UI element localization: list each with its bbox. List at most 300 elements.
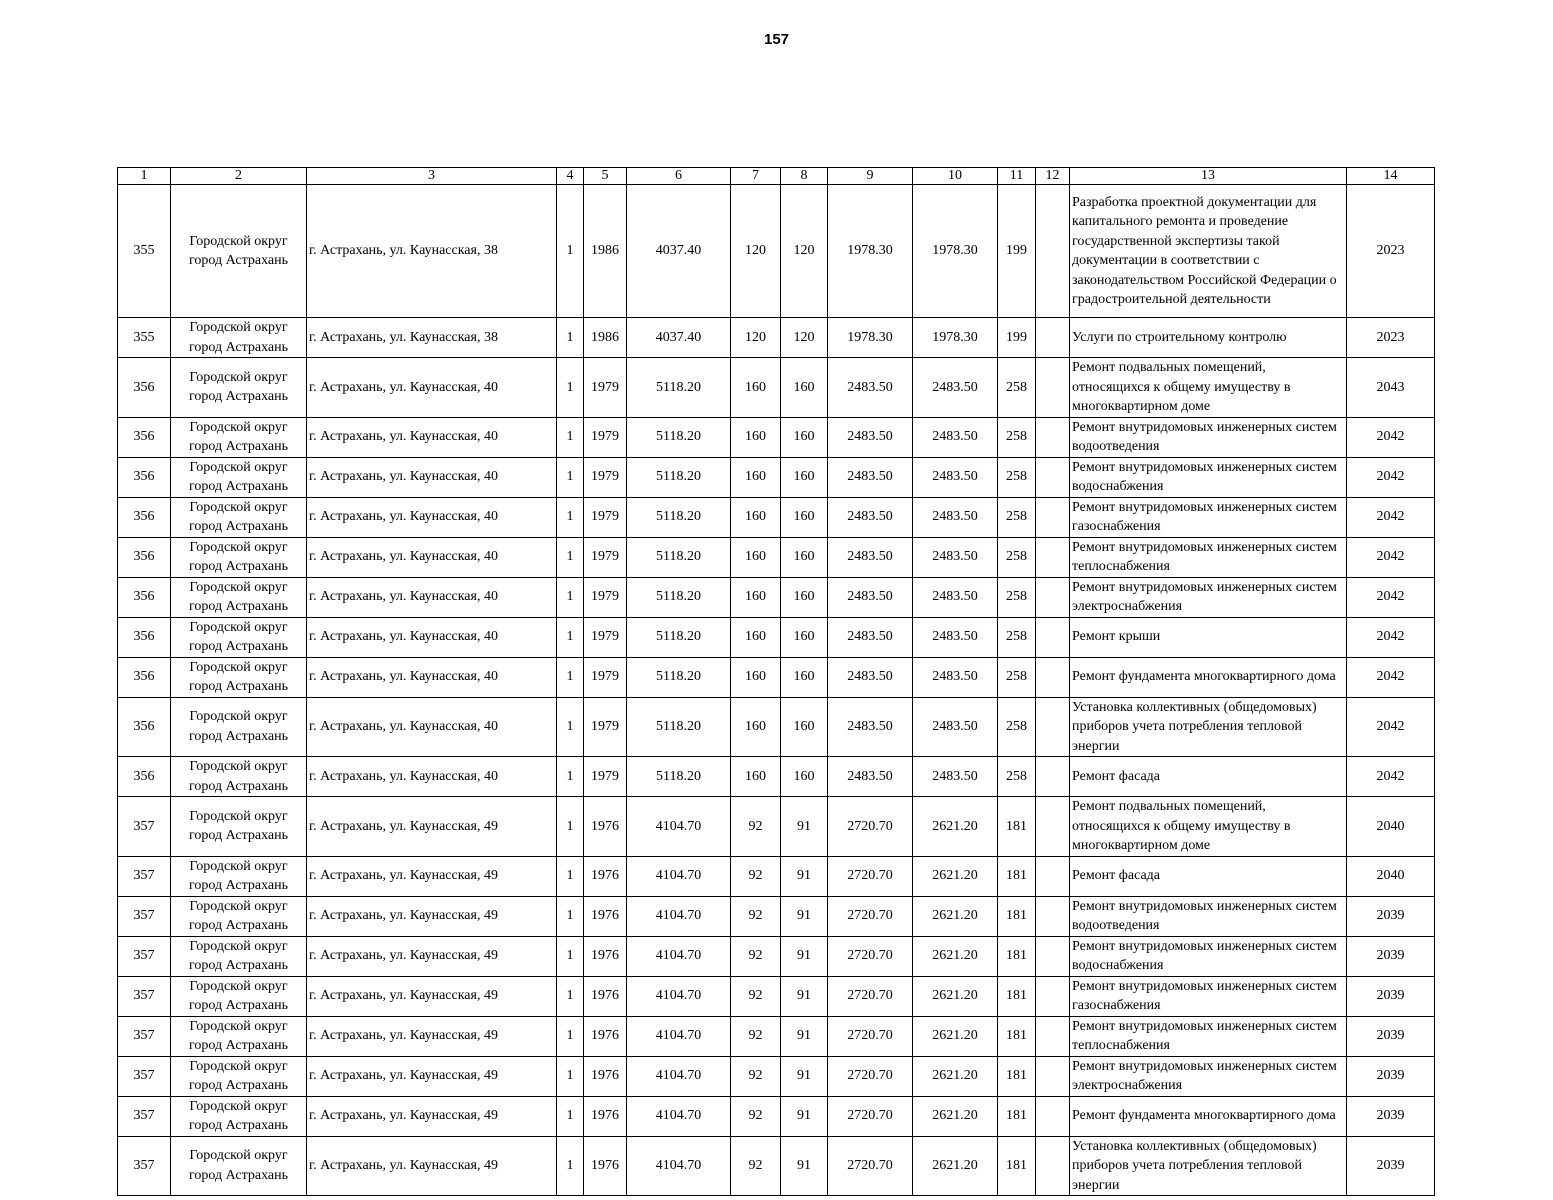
row-number: 357	[118, 797, 171, 857]
col11-cell: 181	[998, 976, 1036, 1016]
col11-cell: 258	[998, 417, 1036, 457]
work-type-cell: Ремонт внутридомовых инженерных систем электроснабжения	[1070, 577, 1347, 617]
col4-cell: 1	[557, 457, 584, 497]
table-body	[118, 185, 1435, 1196]
address-cell: г. Астрахань, ул. Каунасская, 49	[307, 1016, 557, 1056]
plan-year-cell: 2039	[1347, 1136, 1435, 1196]
col9-cell: 2483.50	[828, 417, 913, 457]
municipality-cell: Городской округ город Астрахань	[171, 577, 307, 617]
total-area-cell: 4104.70	[627, 1096, 731, 1136]
col7-cell: 160	[731, 657, 781, 697]
col11-cell: 181	[998, 797, 1036, 857]
address-cell: г. Астрахань, ул. Каунасская, 40	[307, 537, 557, 577]
col4-cell: 1	[557, 976, 584, 1016]
col12-cell	[1036, 1056, 1070, 1096]
build-year-cell: 1976	[584, 936, 627, 976]
col9-cell: 2483.50	[828, 537, 913, 577]
col7-cell: 160	[731, 757, 781, 797]
build-year-cell: 1979	[584, 697, 627, 757]
build-year-cell: 1986	[584, 185, 627, 318]
row-number: 356	[118, 617, 171, 657]
address-cell: г. Астрахань, ул. Каунасская, 38	[307, 185, 557, 318]
col4-cell: 1	[557, 417, 584, 457]
col4-cell: 1	[557, 617, 584, 657]
col4-cell: 1	[557, 1016, 584, 1056]
address-cell: г. Астрахань, ул. Каунасская, 40	[307, 358, 557, 418]
total-area-cell: 5118.20	[627, 358, 731, 418]
work-type-cell: Установка коллективных (общедомовых) приборов учета потребления тепловой энергии	[1070, 697, 1347, 757]
col-header: 4	[557, 168, 584, 185]
plan-year-cell: 2042	[1347, 457, 1435, 497]
col-header: 10	[913, 168, 998, 185]
table-row	[118, 577, 1435, 617]
build-year-cell: 1979	[584, 537, 627, 577]
plan-year-cell: 2042	[1347, 757, 1435, 797]
table-row	[118, 856, 1435, 896]
col9-cell: 2720.70	[828, 976, 913, 1016]
row-number: 356	[118, 417, 171, 457]
col10-cell: 2621.20	[913, 1056, 998, 1096]
col9-cell: 2483.50	[828, 457, 913, 497]
col12-cell	[1036, 497, 1070, 537]
col12-cell	[1036, 537, 1070, 577]
build-year-cell: 1976	[584, 856, 627, 896]
row-number: 357	[118, 1016, 171, 1056]
col-header: 13	[1070, 168, 1347, 185]
build-year-cell: 1976	[584, 1136, 627, 1196]
address-cell: г. Астрахань, ул. Каунасская, 40	[307, 417, 557, 457]
table-row	[118, 318, 1435, 358]
table-row	[118, 757, 1435, 797]
table-row	[118, 497, 1435, 537]
address-cell: г. Астрахань, ул. Каунасская, 49	[307, 1096, 557, 1136]
col4-cell: 1	[557, 657, 584, 697]
total-area-cell: 5118.20	[627, 457, 731, 497]
row-number: 356	[118, 757, 171, 797]
row-number: 356	[118, 537, 171, 577]
col12-cell	[1036, 318, 1070, 358]
build-year-cell: 1976	[584, 797, 627, 857]
table-row	[118, 1056, 1435, 1096]
plan-year-cell: 2040	[1347, 856, 1435, 896]
col11-cell: 258	[998, 358, 1036, 418]
col7-cell: 160	[731, 617, 781, 657]
col12-cell	[1036, 976, 1070, 1016]
col8-cell: 160	[781, 537, 828, 577]
col7-cell: 160	[731, 457, 781, 497]
col11-cell: 199	[998, 318, 1036, 358]
table-row	[118, 1136, 1435, 1196]
col8-cell: 91	[781, 976, 828, 1016]
col9-cell: 2720.70	[828, 797, 913, 857]
col9-cell: 2720.70	[828, 1096, 913, 1136]
col10-cell: 2621.20	[913, 936, 998, 976]
col4-cell: 1	[557, 1096, 584, 1136]
total-area-cell: 5118.20	[627, 577, 731, 617]
col9-cell: 1978.30	[828, 185, 913, 318]
total-area-cell: 5118.20	[627, 537, 731, 577]
total-area-cell: 5118.20	[627, 417, 731, 457]
col-header: 6	[627, 168, 731, 185]
municipality-cell: Городской округ город Астрахань	[171, 185, 307, 318]
col7-cell: 160	[731, 537, 781, 577]
col-header: 11	[998, 168, 1036, 185]
col8-cell: 160	[781, 697, 828, 757]
col4-cell: 1	[557, 537, 584, 577]
address-cell: г. Астрахань, ул. Каунасская, 40	[307, 497, 557, 537]
address-cell: г. Астрахань, ул. Каунасская, 40	[307, 457, 557, 497]
col4-cell: 1	[557, 577, 584, 617]
col8-cell: 160	[781, 457, 828, 497]
col12-cell	[1036, 657, 1070, 697]
build-year-cell: 1979	[584, 457, 627, 497]
col8-cell: 160	[781, 497, 828, 537]
col10-cell: 2483.50	[913, 497, 998, 537]
col7-cell: 92	[731, 936, 781, 976]
col11-cell: 258	[998, 497, 1036, 537]
col-header: 2	[171, 168, 307, 185]
col9-cell: 2720.70	[828, 1056, 913, 1096]
col8-cell: 160	[781, 358, 828, 418]
col7-cell: 160	[731, 417, 781, 457]
plan-year-cell: 2040	[1347, 797, 1435, 857]
address-cell: г. Астрахань, ул. Каунасская, 40	[307, 757, 557, 797]
total-area-cell: 4104.70	[627, 1016, 731, 1056]
col12-cell	[1036, 757, 1070, 797]
col-header: 3	[307, 168, 557, 185]
row-number: 357	[118, 1136, 171, 1196]
col4-cell: 1	[557, 318, 584, 358]
col9-cell: 2720.70	[828, 936, 913, 976]
table-row	[118, 185, 1435, 318]
col11-cell: 258	[998, 657, 1036, 697]
col11-cell: 199	[998, 185, 1036, 318]
build-year-cell: 1976	[584, 1056, 627, 1096]
work-type-cell: Ремонт внутридомовых инженерных систем электроснабжения	[1070, 1056, 1347, 1096]
work-type-cell: Ремонт внутридомовых инженерных систем газоснабжения	[1070, 976, 1347, 1016]
address-cell: г. Астрахань, ул. Каунасская, 49	[307, 1136, 557, 1196]
col4-cell: 1	[557, 896, 584, 936]
plan-year-cell: 2039	[1347, 1056, 1435, 1096]
municipality-cell: Городской округ город Астрахань	[171, 697, 307, 757]
table-row	[118, 358, 1435, 418]
work-type-cell: Ремонт внутридомовых инженерных систем водоснабжения	[1070, 457, 1347, 497]
row-number: 357	[118, 936, 171, 976]
municipality-cell: Городской округ город Астрахань	[171, 318, 307, 358]
col-header: 14	[1347, 168, 1435, 185]
col9-cell: 2720.70	[828, 1136, 913, 1196]
col4-cell: 1	[557, 856, 584, 896]
total-area-cell: 5118.20	[627, 657, 731, 697]
col9-cell: 1978.30	[828, 318, 913, 358]
col10-cell: 2621.20	[913, 896, 998, 936]
col11-cell: 258	[998, 577, 1036, 617]
col9-cell: 2483.50	[828, 657, 913, 697]
work-type-cell: Ремонт внутридомовых инженерных систем водоотведения	[1070, 896, 1347, 936]
build-year-cell: 1979	[584, 617, 627, 657]
col12-cell	[1036, 896, 1070, 936]
table-row	[118, 976, 1435, 1016]
col9-cell: 2483.50	[828, 577, 913, 617]
col8-cell: 91	[781, 1056, 828, 1096]
col4-cell: 1	[557, 1056, 584, 1096]
municipality-cell: Городской округ город Астрахань	[171, 537, 307, 577]
build-year-cell: 1979	[584, 577, 627, 617]
table-row	[118, 936, 1435, 976]
build-year-cell: 1976	[584, 976, 627, 1016]
municipality-cell: Городской округ город Астрахань	[171, 757, 307, 797]
col9-cell: 2720.70	[828, 856, 913, 896]
col10-cell: 2483.50	[913, 417, 998, 457]
col12-cell	[1036, 457, 1070, 497]
col12-cell	[1036, 797, 1070, 857]
row-number: 356	[118, 457, 171, 497]
col12-cell	[1036, 185, 1070, 318]
row-number: 355	[118, 318, 171, 358]
municipality-cell: Городской округ город Астрахань	[171, 358, 307, 418]
municipality-cell: Городской округ город Астрахань	[171, 457, 307, 497]
plan-year-cell: 2042	[1347, 697, 1435, 757]
col10-cell: 1978.30	[913, 318, 998, 358]
row-number: 357	[118, 1056, 171, 1096]
plan-year-cell: 2039	[1347, 1016, 1435, 1056]
plan-year-cell: 2039	[1347, 1096, 1435, 1136]
address-cell: г. Астрахань, ул. Каунасская, 49	[307, 797, 557, 857]
build-year-cell: 1976	[584, 1016, 627, 1056]
col7-cell: 120	[731, 318, 781, 358]
total-area-cell: 5118.20	[627, 617, 731, 657]
work-type-cell: Ремонт внутридомовых инженерных систем водоснабжения	[1070, 936, 1347, 976]
plan-year-cell: 2042	[1347, 617, 1435, 657]
address-cell: г. Астрахань, ул. Каунасская, 49	[307, 976, 557, 1016]
total-area-cell: 5118.20	[627, 697, 731, 757]
col10-cell: 2621.20	[913, 856, 998, 896]
col10-cell: 2483.50	[913, 757, 998, 797]
col8-cell: 160	[781, 657, 828, 697]
col11-cell: 181	[998, 1136, 1036, 1196]
col12-cell	[1036, 617, 1070, 657]
col10-cell: 2483.50	[913, 617, 998, 657]
col12-cell	[1036, 358, 1070, 418]
total-area-cell: 4104.70	[627, 1136, 731, 1196]
col7-cell: 120	[731, 185, 781, 318]
col4-cell: 1	[557, 497, 584, 537]
work-type-cell: Ремонт внутридомовых инженерных систем газоснабжения	[1070, 497, 1347, 537]
work-type-cell: Ремонт подвальных помещений, относящихся к общему имуществу в многоквартирном доме	[1070, 358, 1347, 418]
row-number: 356	[118, 657, 171, 697]
col11-cell: 258	[998, 537, 1036, 577]
total-area-cell: 4104.70	[627, 797, 731, 857]
total-area-cell: 5118.20	[627, 497, 731, 537]
municipality-cell: Городской округ город Астрахань	[171, 657, 307, 697]
plan-year-cell: 2042	[1347, 497, 1435, 537]
col9-cell: 2483.50	[828, 497, 913, 537]
col7-cell: 92	[731, 1016, 781, 1056]
plan-year-cell: 2043	[1347, 358, 1435, 418]
col7-cell: 160	[731, 358, 781, 418]
col7-cell: 92	[731, 856, 781, 896]
total-area-cell: 4037.40	[627, 185, 731, 318]
total-area-cell: 4104.70	[627, 936, 731, 976]
col10-cell: 1978.30	[913, 185, 998, 318]
page-number: 157	[763, 31, 790, 48]
address-cell: г. Астрахань, ул. Каунасская, 40	[307, 617, 557, 657]
col11-cell: 258	[998, 617, 1036, 657]
plan-year-cell: 2039	[1347, 896, 1435, 936]
table-row	[118, 537, 1435, 577]
row-number: 357	[118, 976, 171, 1016]
col-header: 9	[828, 168, 913, 185]
table-row	[118, 1016, 1435, 1056]
col9-cell: 2483.50	[828, 358, 913, 418]
col-header: 7	[731, 168, 781, 185]
col7-cell: 92	[731, 1056, 781, 1096]
col8-cell: 160	[781, 577, 828, 617]
col12-cell	[1036, 856, 1070, 896]
row-number: 355	[118, 185, 171, 318]
col12-cell	[1036, 1096, 1070, 1136]
address-cell: г. Астрахань, ул. Каунасская, 49	[307, 896, 557, 936]
municipality-cell: Городской округ город Астрахань	[171, 1016, 307, 1056]
row-number: 356	[118, 358, 171, 418]
row-number: 357	[118, 896, 171, 936]
work-type-cell: Ремонт фасада	[1070, 856, 1347, 896]
col11-cell: 181	[998, 1016, 1036, 1056]
work-type-cell: Ремонт фундамента многоквартирного дома	[1070, 657, 1347, 697]
col9-cell: 2720.70	[828, 896, 913, 936]
build-year-cell: 1986	[584, 318, 627, 358]
col9-cell: 2483.50	[828, 617, 913, 657]
col10-cell: 2483.50	[913, 358, 998, 418]
col10-cell: 2483.50	[913, 457, 998, 497]
col12-cell	[1036, 936, 1070, 976]
col-header: 1	[118, 168, 171, 185]
work-type-cell: Ремонт фундамента многоквартирного дома	[1070, 1096, 1347, 1136]
col4-cell: 1	[557, 1136, 584, 1196]
work-type-cell: Ремонт фасада	[1070, 757, 1347, 797]
col8-cell: 120	[781, 185, 828, 318]
col10-cell: 2621.20	[913, 797, 998, 857]
col10-cell: 2621.20	[913, 1096, 998, 1136]
plan-year-cell: 2042	[1347, 577, 1435, 617]
municipality-cell: Городской округ город Астрахань	[171, 976, 307, 1016]
header-row	[118, 168, 1435, 185]
plan-year-cell: 2042	[1347, 657, 1435, 697]
col11-cell: 258	[998, 757, 1036, 797]
row-number: 357	[118, 1096, 171, 1136]
municipality-cell: Городской округ город Астрахань	[171, 856, 307, 896]
col10-cell: 2483.50	[913, 577, 998, 617]
row-number: 356	[118, 697, 171, 757]
col10-cell: 2483.50	[913, 537, 998, 577]
col12-cell	[1036, 417, 1070, 457]
col7-cell: 92	[731, 1136, 781, 1196]
col12-cell	[1036, 697, 1070, 757]
col11-cell: 181	[998, 936, 1036, 976]
col7-cell: 160	[731, 697, 781, 757]
col4-cell: 1	[557, 185, 584, 318]
table-row	[118, 1096, 1435, 1136]
build-year-cell: 1979	[584, 497, 627, 537]
col4-cell: 1	[557, 697, 584, 757]
municipality-cell: Городской округ город Астрахань	[171, 936, 307, 976]
col11-cell: 181	[998, 1056, 1036, 1096]
col8-cell: 160	[781, 757, 828, 797]
col-header: 12	[1036, 168, 1070, 185]
col7-cell: 92	[731, 976, 781, 1016]
total-area-cell: 4037.40	[627, 318, 731, 358]
capital-repair-table	[117, 167, 1435, 1196]
build-year-cell: 1976	[584, 1096, 627, 1136]
address-cell: г. Астрахань, ул. Каунасская, 38	[307, 318, 557, 358]
row-number: 356	[118, 577, 171, 617]
municipality-cell: Городской округ город Астрахань	[171, 617, 307, 657]
col10-cell: 2483.50	[913, 657, 998, 697]
municipality-cell: Городской округ город Астрахань	[171, 797, 307, 857]
work-type-cell: Ремонт внутридомовых инженерных систем теплоснабжения	[1070, 537, 1347, 577]
total-area-cell: 5118.20	[627, 757, 731, 797]
col8-cell: 91	[781, 896, 828, 936]
table-row	[118, 697, 1435, 757]
col7-cell: 92	[731, 797, 781, 857]
col-header: 8	[781, 168, 828, 185]
col12-cell	[1036, 577, 1070, 617]
col11-cell: 181	[998, 1096, 1036, 1136]
plan-year-cell: 2042	[1347, 537, 1435, 577]
municipality-cell: Городской округ город Астрахань	[171, 896, 307, 936]
plan-year-cell: 2039	[1347, 936, 1435, 976]
table-row	[118, 896, 1435, 936]
col4-cell: 1	[557, 936, 584, 976]
total-area-cell: 4104.70	[627, 976, 731, 1016]
table-row	[118, 797, 1435, 857]
col11-cell: 258	[998, 457, 1036, 497]
work-type-cell: Ремонт внутридомовых инженерных систем водоотведения	[1070, 417, 1347, 457]
col9-cell: 2720.70	[828, 1016, 913, 1056]
col7-cell: 160	[731, 577, 781, 617]
col11-cell: 181	[998, 856, 1036, 896]
col8-cell: 91	[781, 856, 828, 896]
col-header: 5	[584, 168, 627, 185]
work-type-cell: Ремонт внутридомовых инженерных систем теплоснабжения	[1070, 1016, 1347, 1056]
plan-year-cell: 2039	[1347, 976, 1435, 1016]
address-cell: г. Астрахань, ул. Каунасская, 49	[307, 936, 557, 976]
col8-cell: 91	[781, 1136, 828, 1196]
col8-cell: 91	[781, 936, 828, 976]
col4-cell: 1	[557, 358, 584, 418]
col7-cell: 92	[731, 1096, 781, 1136]
address-cell: г. Астрахань, ул. Каунасская, 49	[307, 856, 557, 896]
address-cell: г. Астрахань, ул. Каунасская, 49	[307, 1056, 557, 1096]
municipality-cell: Городской округ город Астрахань	[171, 1136, 307, 1196]
total-area-cell: 4104.70	[627, 896, 731, 936]
total-area-cell: 4104.70	[627, 856, 731, 896]
build-year-cell: 1979	[584, 657, 627, 697]
work-type-cell: Установка коллективных (общедомовых) приборов учета потребления тепловой энергии	[1070, 1136, 1347, 1196]
build-year-cell: 1976	[584, 896, 627, 936]
col12-cell	[1036, 1016, 1070, 1056]
col10-cell: 2621.20	[913, 1136, 998, 1196]
address-cell: г. Астрахань, ул. Каунасская, 40	[307, 697, 557, 757]
build-year-cell: 1979	[584, 358, 627, 418]
table-row	[118, 457, 1435, 497]
build-year-cell: 1979	[584, 417, 627, 457]
work-type-cell: Разработка проектной документации для капитального ремонта и проведение государственной экспертизы такой документации в соответствии с законодательством Российской Федерации о градостроительной деятельности	[1070, 185, 1347, 318]
col11-cell: 258	[998, 697, 1036, 757]
col10-cell: 2621.20	[913, 976, 998, 1016]
col4-cell: 1	[557, 757, 584, 797]
col4-cell: 1	[557, 797, 584, 857]
